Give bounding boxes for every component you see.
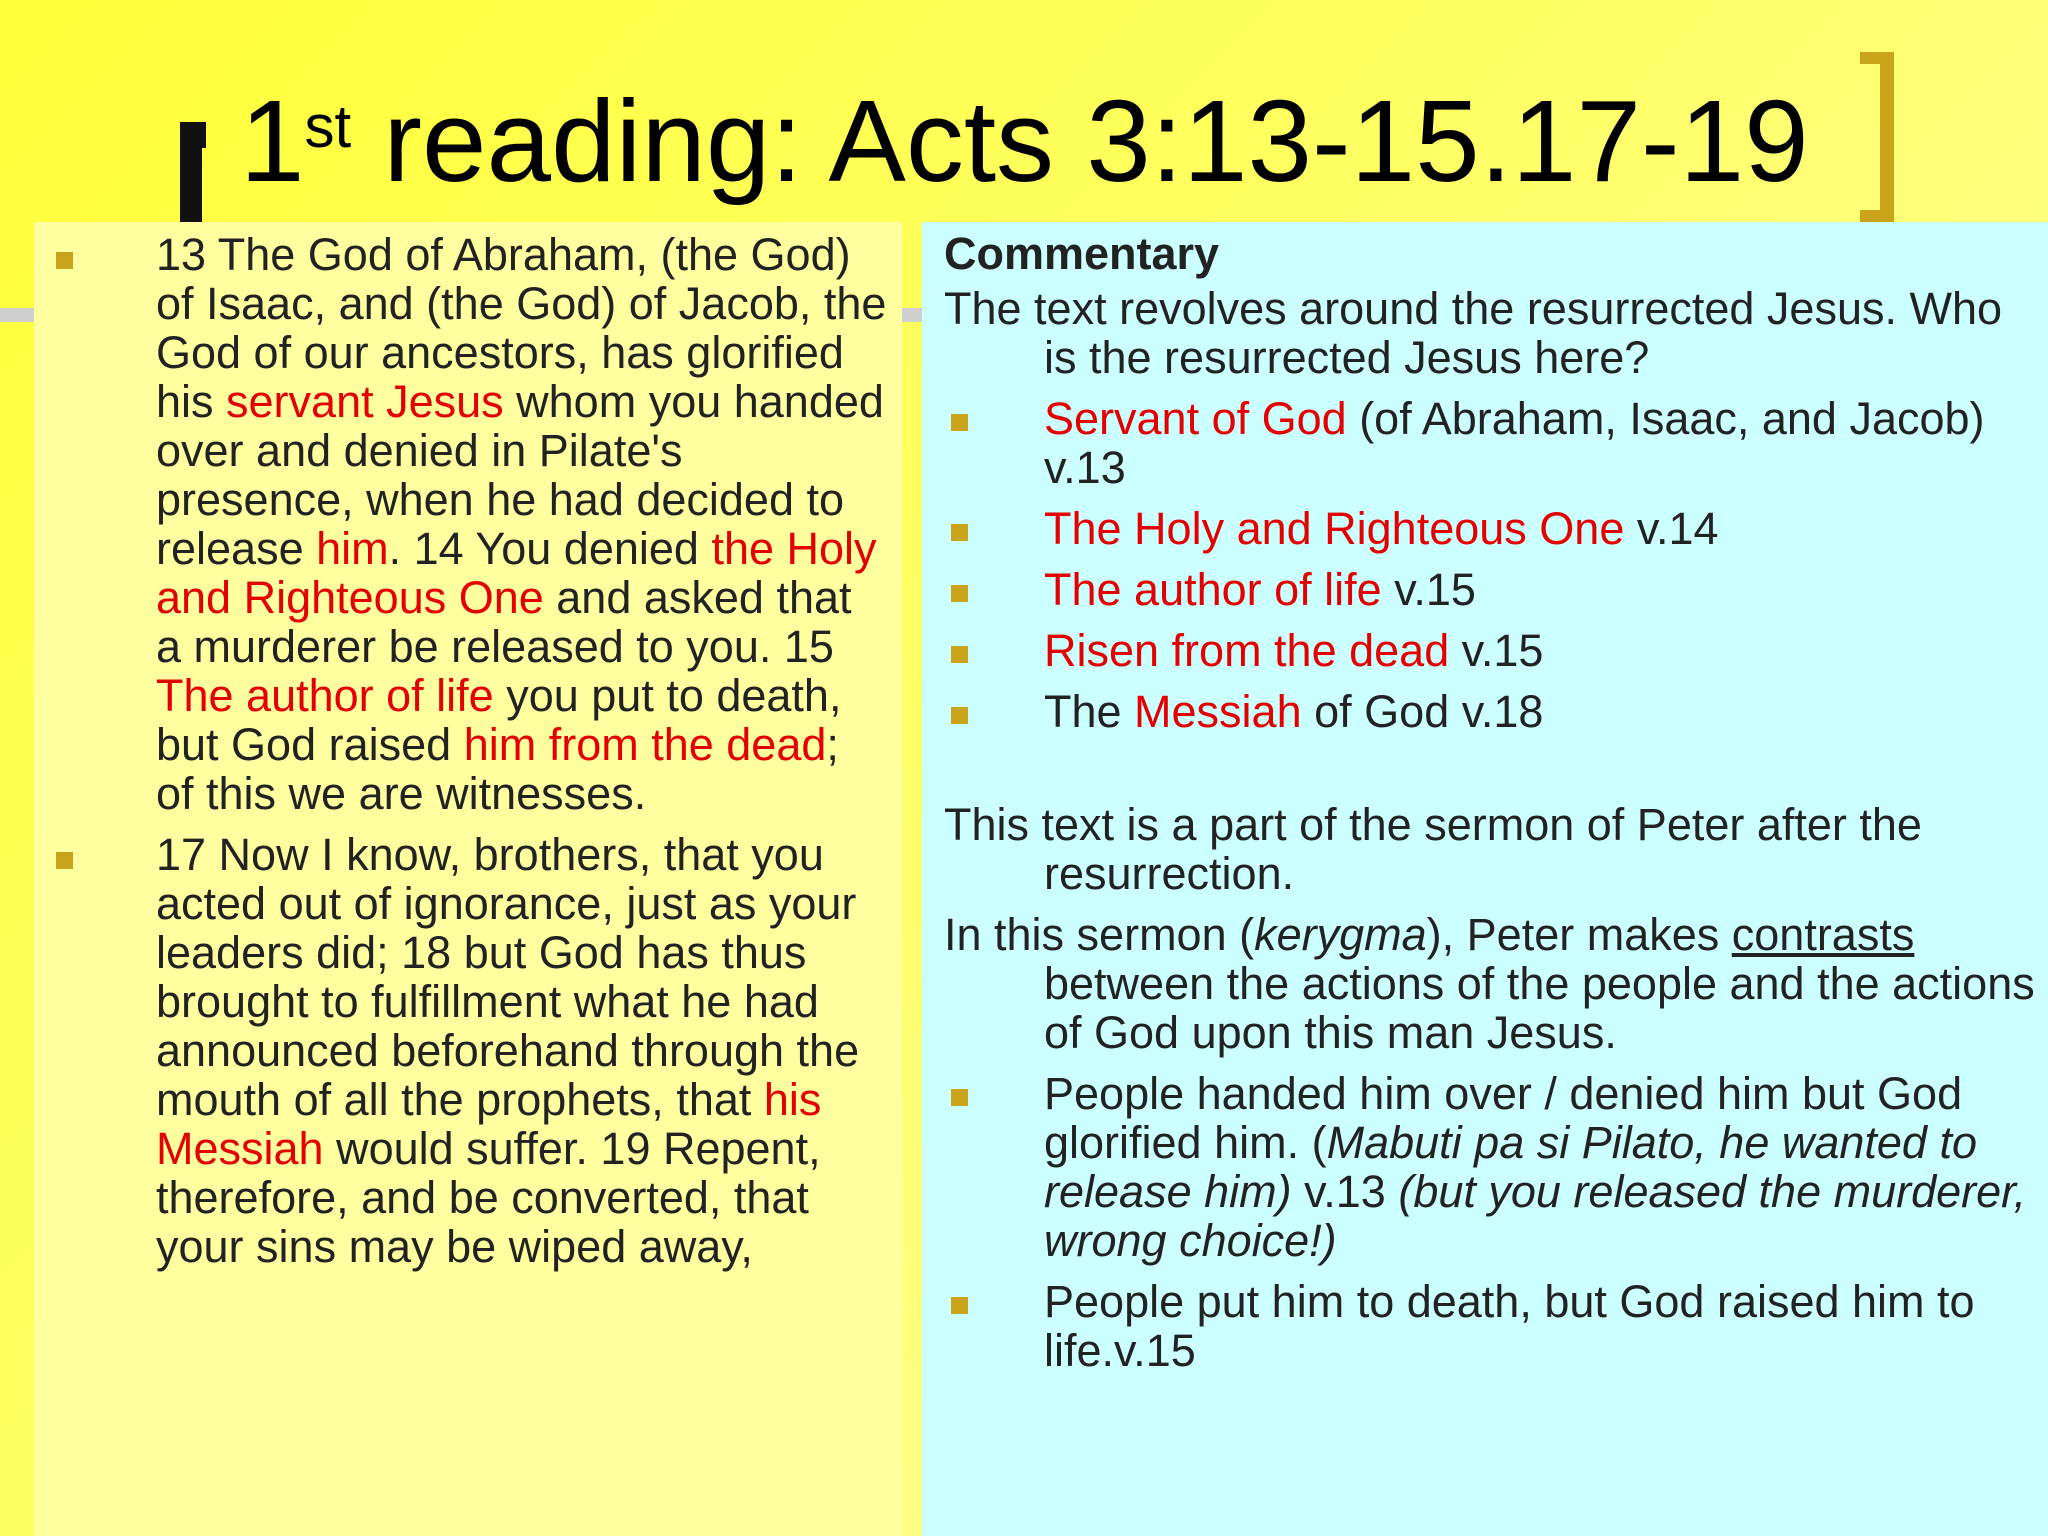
jesus-titles-list xyxy=(944,394,2038,736)
list-item: The Messiah of God v.18 xyxy=(944,687,2038,736)
list-item: The author of life v.15 xyxy=(944,565,2038,614)
square-bullet-icon xyxy=(951,1089,968,1106)
list-item: Servant of God (of Abraham, Isaac, and Jacob) v.13 xyxy=(944,394,2038,492)
square-bullet-icon xyxy=(951,1297,968,1314)
contrast-list xyxy=(944,1069,2038,1375)
square-bullet-icon xyxy=(951,646,968,663)
list-item: People put him to death, but God raised him to life.v.15 xyxy=(944,1277,2038,1375)
square-bullet-icon xyxy=(56,252,73,269)
square-bullet-icon xyxy=(951,585,968,602)
kerygma-note: In this sermon (kerygma), Peter makes contrasts between the actions of the people and the actions of God upon this man Jesus. xyxy=(944,909,2035,1058)
title-superscript: st xyxy=(304,93,352,160)
square-bullet-icon xyxy=(951,524,968,541)
commentary-intro: The text revolves around the resurrected Jesus. Who is the resurrected Jesus here? xyxy=(944,283,2003,383)
list-item: Risen from the dead v.15 xyxy=(944,626,2038,675)
scripture-paragraph-1: 13 The God of Abraham, (the God) of Isaac, and (the God) of Jacob, the God of our ancestors, has glorified his servant Jesus whom you handed over and denied in Pilate's presence, when he had decided to release him. 14 You denied the Holy and Righteous One and asked that a murderer be released to you. 15 The author of life you put to death, but God raised him from the dead; of this we are witnesses. xyxy=(34,230,888,818)
commentary-heading: Commentary xyxy=(944,228,1220,279)
list-item: The Holy and Righteous One v.14 xyxy=(944,504,2038,553)
divider-right xyxy=(902,308,924,322)
title-right-bracket xyxy=(1860,52,1894,222)
scripture-paragraph-2: 17 Now I know, brothers, that you acted out of ignorance, just as your leaders did; 18 but God has thus brought to fulfillment what he had announced beforehand through the mouth of all the prophets, that his Messiah would suffer. 19 Repent, therefore, and be converted, that your sins may be wiped away, xyxy=(34,830,888,1271)
square-bullet-icon xyxy=(56,852,73,869)
square-bullet-icon xyxy=(951,414,968,431)
slide-title: 1st reading: Acts 3:13-15.17-19 xyxy=(240,76,1809,206)
sermon-note: This text is a part of the sermon of Peter after the resurrection. xyxy=(944,799,1922,899)
scripture-panel xyxy=(34,222,902,1536)
title-left-bracket xyxy=(180,122,206,222)
commentary-panel xyxy=(922,222,2048,1536)
square-bullet-icon xyxy=(951,707,968,724)
spacer xyxy=(944,748,2038,800)
list-item: People handed him over / denied him but God glorified him. (Mabuti pa si Pilato, he wanted to release him) v.13 (but you released the murderer, wrong choice!) xyxy=(944,1069,2038,1265)
divider-left xyxy=(0,308,38,322)
